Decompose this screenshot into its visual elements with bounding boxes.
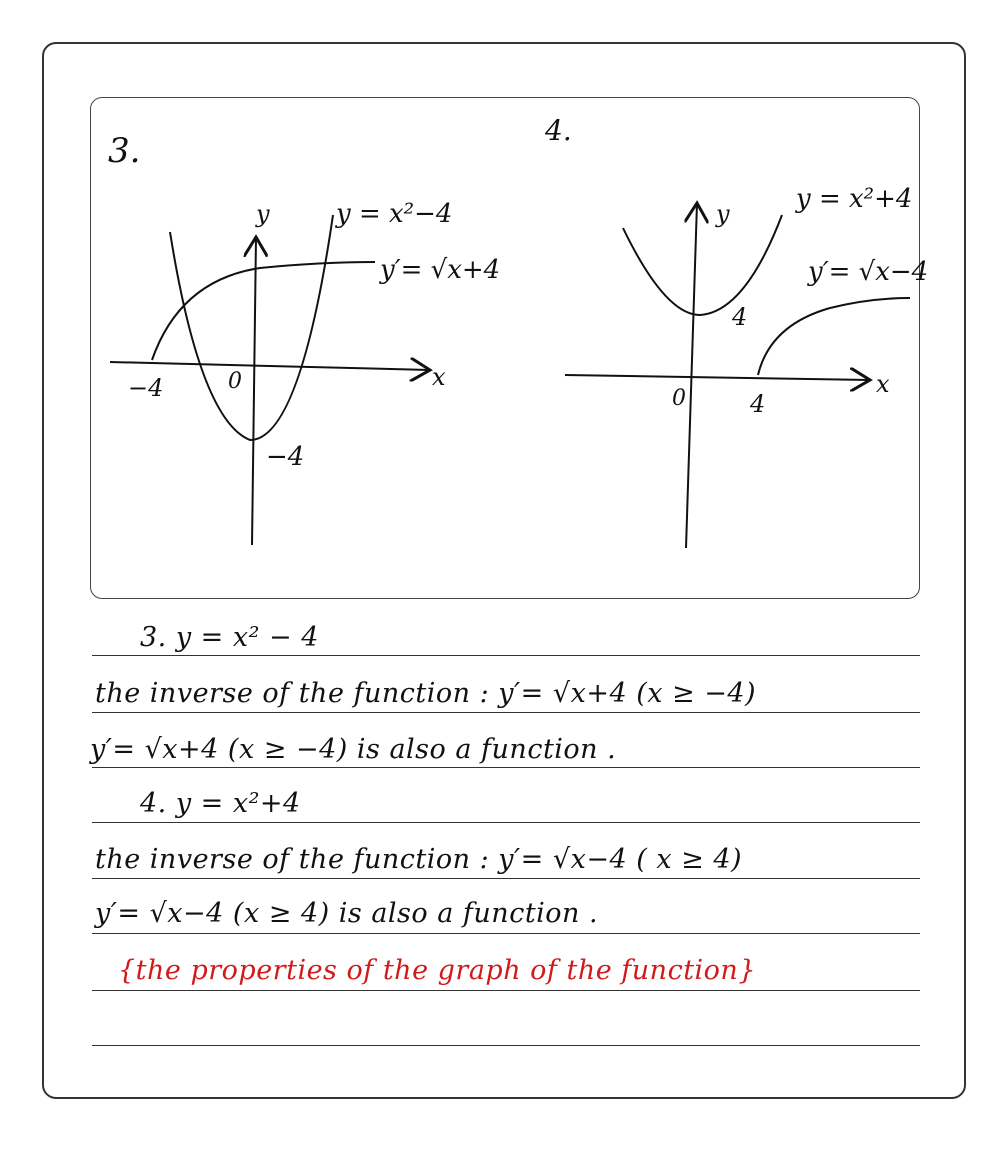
ruled-line xyxy=(92,933,920,934)
x-axis-label: x xyxy=(876,370,890,398)
parabola-curve xyxy=(623,215,782,315)
ruled-line xyxy=(92,767,920,768)
properties-note: {the properties of the graph of the function} xyxy=(118,955,757,986)
answer-3-equation: 3. y = x² − 4 xyxy=(140,622,319,653)
sqrt-label: y′= √x+4 xyxy=(380,255,501,285)
parabola-label: y = x²−4 xyxy=(336,199,453,229)
ruled-line xyxy=(92,712,920,713)
ruled-line xyxy=(92,655,920,656)
graph-4 xyxy=(565,203,910,548)
answer-3-conclusion: y′= √x+4 (x ≥ −4) is also a function . xyxy=(90,734,617,765)
x-tick-label: 4 xyxy=(750,390,766,418)
graph-3-number: 3. xyxy=(108,131,141,171)
answer-4-conclusion: y′= √x−4 (x ≥ 4) is also a function . xyxy=(95,898,599,929)
ruled-line xyxy=(92,878,920,879)
x-axis-label: x xyxy=(432,363,446,391)
answer-4-equation: 4. y = x²+4 xyxy=(140,788,301,819)
answer-3-inverse: the inverse of the function : y′= √x+4 (x ≥ −4) xyxy=(95,678,757,709)
x-axis xyxy=(565,375,870,380)
y-axis xyxy=(686,203,697,548)
sqrt-curve xyxy=(758,298,910,375)
ruled-line xyxy=(92,990,920,991)
graph-4-labels xyxy=(544,114,928,418)
origin-label: 0 xyxy=(672,386,686,411)
y-axis-label: y xyxy=(256,200,270,228)
y-tick-label: −4 xyxy=(266,442,305,472)
answer-4-inverse: the inverse of the function : y′= √x−4 ( x ≥ 4) xyxy=(95,844,743,875)
parabola-label: y = x²+4 xyxy=(796,184,913,214)
sqrt-label: y′= √x−4 xyxy=(808,257,929,287)
ruled-line xyxy=(92,1045,920,1046)
y-axis-label: y xyxy=(716,200,730,228)
parabola-curve xyxy=(170,215,333,440)
ruled-line xyxy=(92,822,920,823)
y-tick-label: 4 xyxy=(732,303,748,331)
y-axis xyxy=(252,237,256,545)
x-tick-label: −4 xyxy=(128,374,164,402)
origin-label: 0 xyxy=(228,369,242,394)
x-axis xyxy=(110,362,430,370)
graph-4-number: 4. xyxy=(545,114,572,147)
graph-3-labels xyxy=(108,131,500,472)
